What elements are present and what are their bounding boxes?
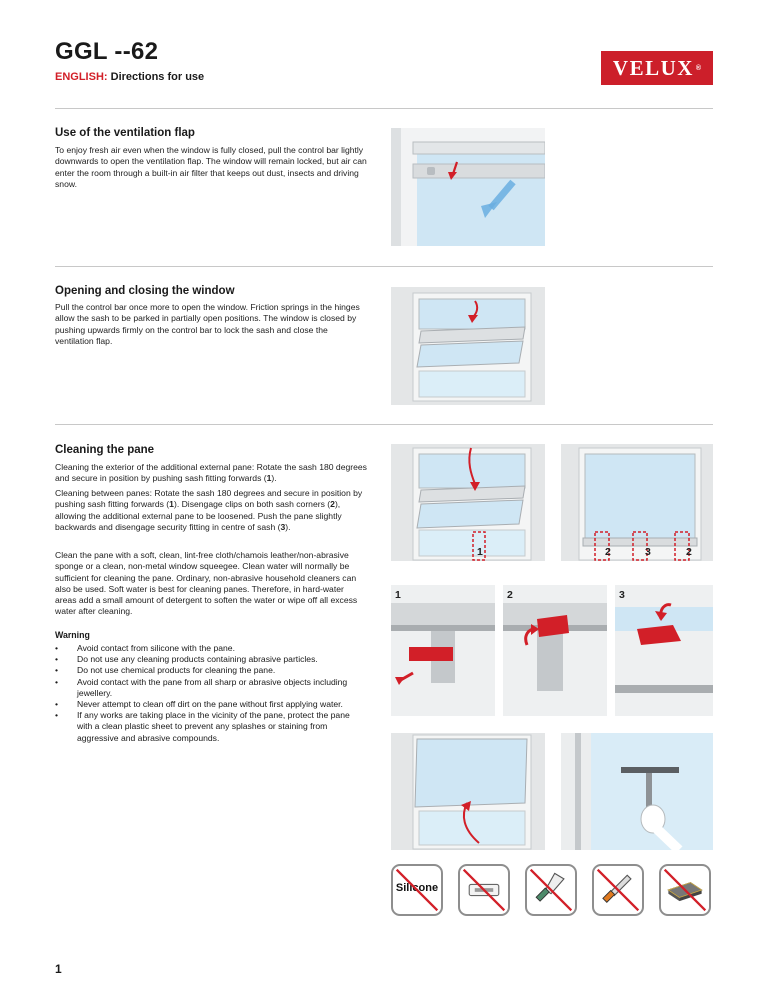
ventilation-text: To enjoy fresh air even when the window is fully closed, pull the control bar lightly downwards to open the ventilation flap. The window will remain locked, but air can enter the room through a built-in air filter that keeps out dust, insects and driving snow. bbox=[55, 145, 367, 189]
no-knife-icon bbox=[592, 864, 644, 916]
divider bbox=[55, 266, 713, 267]
warning-list bbox=[55, 643, 365, 744]
page-number: 1 bbox=[55, 962, 62, 976]
warning-item: • Avoid contact from silicone with the pane. bbox=[55, 643, 365, 654]
page-subtitle bbox=[55, 71, 204, 83]
language-label: ENGLISH: bbox=[55, 71, 108, 83]
warning-item: • If any works are taking place in the vicinity of the pane, protect the pane with a clean plastic sheet to prevent any splashes or staining from aggressive and abrasive compounds. bbox=[55, 710, 365, 744]
warning-item: • Never attempt to clean off dirt on the pane without first applying water. bbox=[55, 699, 365, 710]
warning-item: • Do not use any cleaning products containing abrasive particles. bbox=[55, 654, 365, 665]
window-open-cleaning-illustration bbox=[391, 733, 545, 850]
window-open-drawing bbox=[391, 733, 545, 850]
squeegee-drawing bbox=[561, 733, 713, 850]
detail-security-fitting-illustration bbox=[615, 585, 713, 716]
ventilation-heading: Use of the ventilation flap bbox=[55, 127, 195, 139]
detail-1-drawing bbox=[391, 585, 495, 716]
opening-window-drawing bbox=[391, 287, 545, 405]
callout-number: 2 bbox=[686, 546, 692, 558]
sash-clips-drawing bbox=[561, 444, 713, 561]
opening-heading: Opening and closing the window bbox=[55, 285, 235, 297]
velux-logo bbox=[601, 51, 713, 85]
ventilation-flap-drawing bbox=[391, 128, 545, 246]
warning-title: Warning bbox=[55, 630, 90, 640]
cleaning-between-panes-text: Cleaning between panes: Rotate the sash 180 degrees and secure in position by pushing sash fitting forwards (1). Disengage clips on both sash corners (2), allowing the additional external pane to be loosened. Push the pane slightly backwards and disengage security fitting in centre of sash (3). bbox=[55, 488, 363, 532]
squeegee-cleaning-illustration bbox=[561, 733, 713, 850]
no-scraper-icon bbox=[525, 864, 577, 916]
page-title: GGL --62 bbox=[55, 38, 159, 65]
detail-number: 2 bbox=[507, 589, 513, 601]
rotate-sash-illustration bbox=[391, 444, 545, 561]
knife-drawing bbox=[594, 866, 642, 914]
subtitle-text: Directions for use bbox=[110, 71, 205, 83]
divider bbox=[55, 424, 713, 425]
callout-number: 1 bbox=[477, 546, 483, 558]
no-silicone-icon bbox=[391, 864, 443, 916]
no-razor-blade-icon bbox=[458, 864, 510, 916]
detail-clip-illustration bbox=[503, 585, 607, 716]
detail-number: 3 bbox=[619, 589, 625, 601]
callout-number: 2 bbox=[605, 546, 611, 558]
cleaning-heading: Cleaning the pane bbox=[55, 444, 155, 456]
opening-window-illustration bbox=[391, 287, 545, 405]
logo-registered-mark: ® bbox=[695, 64, 702, 72]
warning-item: • Avoid contact with the pane from all sharp or abrasive objects including jewellery. bbox=[55, 677, 365, 699]
divider bbox=[55, 108, 713, 109]
ventilation-flap-illustration bbox=[391, 128, 545, 246]
rotate-sash-drawing bbox=[391, 444, 545, 561]
razor-blade-drawing bbox=[460, 866, 508, 914]
detail-3-drawing bbox=[615, 585, 713, 716]
no-abrasive-sponge-icon bbox=[659, 864, 711, 916]
cleaning-method-text: Clean the pane with a soft, clean, lint-free cloth/chamois leather/non-abrasive sponge or a clean, non-metal window squeegee. Clean water will normally be sufficient for cleaning the pane. Ordinary, non-abrasive household cleaners can also be used. Soft water is best for cleaning panes. Therefore, in hard-water areas add a small amount of detergent to soften the water or wipe off all excess water after cleaning. bbox=[55, 550, 358, 617]
cleaning-exterior-text: Cleaning the exterior of the additional external pane: Rotate the sash 180 degrees and secure in position by pushing sash fitting forwards (1). bbox=[55, 462, 367, 484]
logo-text: VELUX bbox=[612, 55, 694, 80]
detail-sash-fitting-illustration bbox=[391, 585, 495, 716]
detail-2-drawing bbox=[503, 585, 607, 716]
silicone-label: Silicone bbox=[395, 882, 439, 894]
prohibited-slash-icon bbox=[393, 866, 441, 914]
opening-text: Pull the control bar once more to open the window. Friction springs in the hinges allow the sash to be parked in partially open positions. The window is closed by pushing upwards firmly on the control bar to lock the sash and close the ventilation flap. bbox=[55, 302, 360, 346]
warning-item: • Do not use chemical products for cleaning the pane. bbox=[55, 665, 365, 676]
callout-number: 3 bbox=[645, 546, 651, 558]
detail-number: 1 bbox=[395, 589, 401, 601]
sponge-drawing bbox=[661, 866, 709, 914]
sash-clips-illustration bbox=[561, 444, 713, 561]
scraper-drawing bbox=[527, 866, 575, 914]
